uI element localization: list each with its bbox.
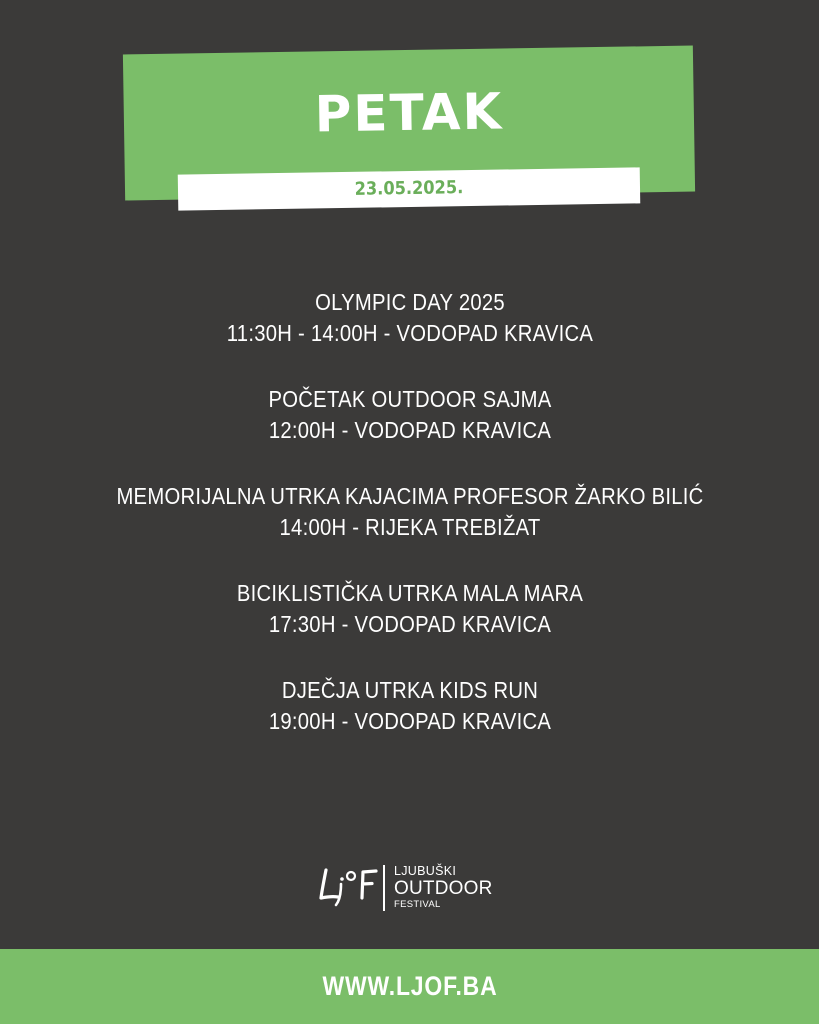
event-time-location: 11:30H - 14:00H - VODOPAD KRAVICA [226, 320, 594, 346]
logo-wordmark [394, 864, 493, 910]
event-title: POČETAK OUTDOOR SAJMA [268, 386, 552, 412]
website-link[interactable] [0, 949, 819, 1024]
event-item [60, 384, 760, 446]
event-time-location: 17:30H - VODOPAD KRAVICA [268, 611, 552, 637]
festival-logo [316, 860, 506, 916]
event-time-location: 12:00H - VODOPAD KRAVICA [268, 417, 552, 443]
logo-line-ljubuski: LJUBUŠKI [394, 864, 457, 878]
event-item [60, 481, 760, 543]
event-time-location: 19:00H - VODOPAD KRAVICA [268, 708, 552, 734]
logo-divider [383, 865, 385, 911]
event-title: MEMORIJALNA UTRKA KAJACIMA PROFESOR ŽARKO BILIĆ [116, 483, 704, 509]
event-item [60, 287, 760, 349]
ljof-logo-mark-icon [316, 864, 380, 910]
event-title: DJEČJA UTRKA KIDS RUN [281, 677, 539, 703]
event-title: OLYMPIC DAY 2025 [315, 289, 505, 315]
event-time-location: 14:00H - RIJEKA TREBIŽAT [279, 514, 541, 540]
logo-line-festival: FESTIVAL [394, 899, 441, 910]
footer-bar [0, 949, 819, 1024]
logo-line-outdoor: OUTDOOR [394, 878, 493, 899]
website-url-text: WWW.LJOF.BA [321, 971, 498, 1001]
event-date: 23.05.2025. [354, 177, 464, 200]
event-title: BICIKLISTIČKA UTRKA MALA MARA [236, 580, 584, 606]
event-item [60, 675, 760, 737]
event-schedule [60, 287, 760, 772]
event-item [60, 578, 760, 640]
day-title: PETAK [314, 82, 504, 144]
